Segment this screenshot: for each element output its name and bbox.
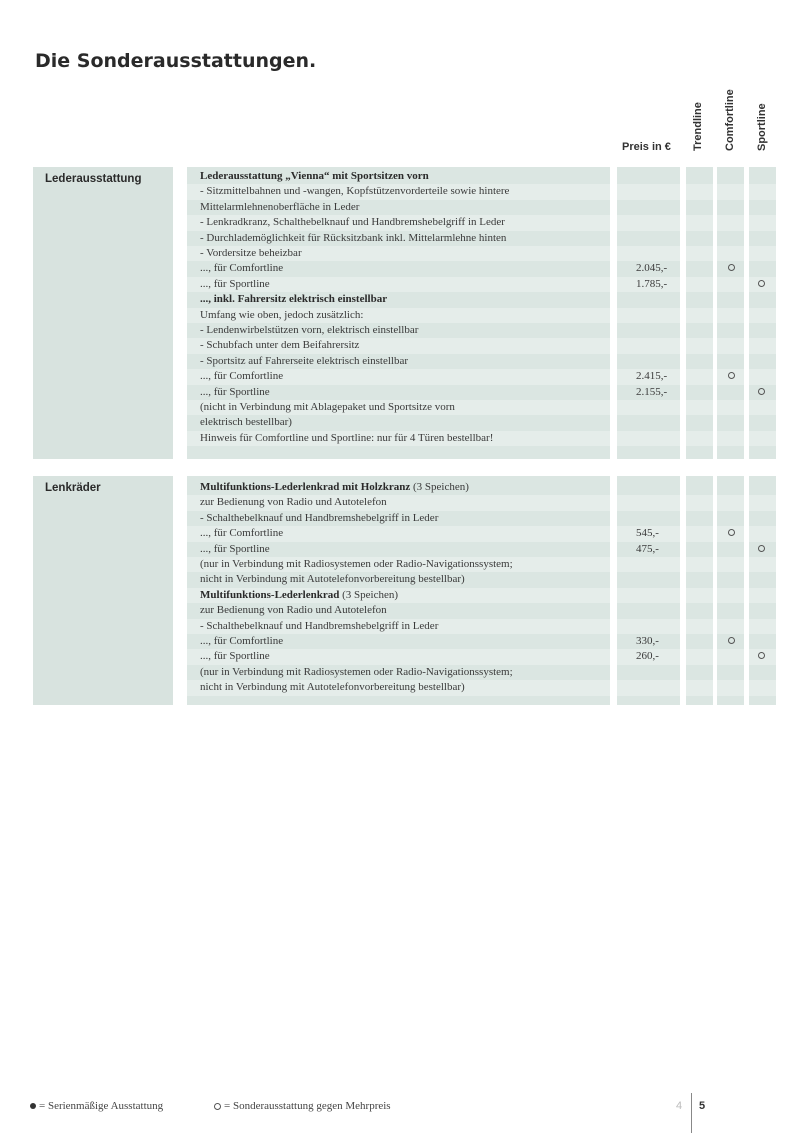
row-description: [200, 527, 283, 540]
table-row: [187, 557, 776, 572]
row-description: [200, 201, 359, 214]
row-text: - Vordersitze beheizbar: [200, 247, 302, 259]
table-row: [187, 385, 776, 400]
row-text: - Lenkradkranz, Schalthebelknauf und Handbremshebelgriff in Leder: [200, 216, 505, 229]
row-heading: Multifunktions-Lederlenkrad mit Holzkranz: [200, 481, 411, 493]
table-row: [187, 354, 776, 369]
row-text: - Durchlademöglichkeit für Rücksitzbank inkl. Mittelarmlehne hinten: [200, 231, 507, 244]
table-row: [187, 400, 776, 415]
page-number: 5: [699, 1100, 706, 1112]
row-description: [200, 481, 469, 494]
row-text: - Sportsitz auf Fahrerseite elektrisch einstellbar: [200, 354, 409, 367]
row-description: [200, 170, 429, 183]
table-row: [187, 649, 776, 664]
row-text: - Schubfach unter dem Beifahrersitz: [200, 339, 360, 352]
open-circle-icon: [728, 372, 735, 379]
row-description: [200, 635, 283, 648]
table-row: [187, 542, 776, 557]
row-description: [200, 589, 398, 602]
page-title: Die Sonderausstattungen.: [35, 50, 317, 72]
category-box: [33, 476, 173, 705]
table-row: [187, 215, 776, 230]
table-row: [187, 308, 776, 323]
column-header-comfortline: [725, 81, 739, 151]
table-row: [187, 680, 776, 695]
table-row: [187, 169, 776, 184]
page-divider: [691, 1093, 692, 1133]
row-description: [200, 401, 455, 414]
table-row: [187, 480, 776, 495]
row-price: 330,-: [636, 635, 659, 647]
table-row: [187, 634, 776, 649]
row-price: 1.785,-: [636, 277, 668, 290]
row-text: ..., für Comfortline: [200, 262, 284, 275]
row-price: 260,-: [636, 650, 659, 663]
row-description: [200, 232, 506, 245]
row-text: Hinweis für Comfortline und Sportline: nur für 4 Türen bestellbar!: [200, 431, 494, 444]
row-description: [200, 386, 270, 399]
legend-option: [214, 1100, 391, 1112]
filled-circle-icon: [30, 1103, 36, 1109]
row-text: Mittelarmlehnenoberfläche in Leder: [200, 200, 360, 213]
table-row: [187, 572, 776, 587]
open-circle-icon: [758, 545, 765, 552]
row-price: 2.045,-: [636, 262, 668, 275]
row-description: [200, 650, 270, 663]
table-row: [187, 603, 776, 618]
table-row: [187, 338, 776, 353]
legend-standard-label: = Serienmäßige Ausstattung: [39, 1100, 164, 1112]
column-header-price: Preis in €: [622, 141, 671, 153]
row-description: [200, 370, 283, 383]
row-text: ..., für Comfortline: [200, 370, 284, 383]
row-text: - Schalthebelknauf und Handbremshebelgriff in Leder: [200, 511, 439, 524]
table-row: [187, 184, 776, 199]
row-text: ..., für Comfortline: [200, 635, 284, 647]
section-lederausstattung: [0, 167, 800, 459]
column-header-sportline: [757, 81, 771, 151]
row-description: [200, 339, 359, 352]
section-lenkraeder: [0, 476, 800, 705]
row-text: - Lendenwirbelstützen vorn, elektrisch einstellbar: [200, 324, 419, 336]
row-text: Umfang wie oben, jedoch zusätzlich:: [200, 308, 364, 321]
table-row: [187, 231, 776, 246]
row-description: [200, 681, 465, 694]
open-circle-icon: [728, 529, 735, 536]
column-header-comfortline-label: Comfortline: [724, 89, 736, 151]
open-circle-icon: [728, 637, 735, 644]
legend-standard: [30, 1100, 163, 1112]
table-row: [187, 511, 776, 526]
row-description: [200, 247, 302, 260]
row-description: [200, 216, 505, 229]
row-price: 2.415,-: [636, 370, 668, 383]
table-row: [187, 292, 776, 307]
column-header-sportline-label: Sportline: [756, 103, 768, 151]
open-circle-icon: [758, 652, 765, 659]
row-heading: Multifunktions-Lederlenkrad: [200, 588, 340, 601]
row-text: (3 Speichen): [339, 588, 399, 601]
row-description: [200, 543, 270, 556]
row-price: 2.155,-: [636, 385, 668, 398]
row-text: nicht in Verbindung mit Autotelefonvorbereitung bestellbar): [200, 573, 465, 586]
row-price: 545,-: [636, 527, 659, 540]
column-header-trendline: [693, 81, 707, 151]
table-row: [187, 246, 776, 261]
table-row: [187, 277, 776, 292]
open-circle-icon: [758, 388, 765, 395]
row-description: [200, 496, 387, 509]
row-text: (nur in Verbindung mit Radiosystemen oder Radio-Navigationssystem;: [200, 558, 513, 570]
row-heading: ..., inkl. Fahrersitz elektrisch einstellbar: [200, 293, 388, 306]
table-row: [187, 619, 776, 634]
table-row: [187, 261, 776, 276]
table-row: [187, 665, 776, 680]
table-row: [187, 415, 776, 430]
column-header-trendline-label: Trendline: [692, 102, 704, 151]
row-description: [200, 355, 408, 368]
row-heading: Lederausstattung „Vienna“ mit Sportsitzen vorn: [200, 170, 429, 182]
table-row: [187, 495, 776, 510]
page-number-previous: 4: [676, 1100, 683, 1112]
table-row: [187, 588, 776, 603]
category-box: [33, 167, 173, 459]
row-text: - Sitzmittelbahnen und -wangen, Kopfstützenvorderteile sowie hintere: [200, 185, 510, 198]
category-label: Lenkräder: [45, 482, 101, 494]
row-description: [200, 324, 418, 337]
open-circle-icon: [758, 280, 765, 287]
row-description: [200, 604, 387, 617]
row-text: ..., für Sportline: [200, 542, 270, 555]
open-circle-icon: [214, 1103, 221, 1110]
row-description: [200, 185, 509, 198]
table-row: [187, 431, 776, 446]
row-text: ..., für Sportline: [200, 650, 270, 663]
row-description: [200, 293, 387, 306]
row-text: elektrisch bestellbar): [200, 416, 292, 429]
row-text: - Schalthebelknauf und Handbremshebelgriff in Leder: [200, 619, 439, 632]
row-text: (3 Speichen): [410, 481, 469, 493]
row-text: ..., für Comfortline: [200, 527, 284, 540]
row-text: zur Bedienung von Radio und Autotelefon: [200, 604, 387, 617]
row-text: ..., für Sportline: [200, 277, 270, 290]
row-text: nicht in Verbindung mit Autotelefonvorbereitung bestellbar): [200, 681, 465, 694]
table-row: [187, 323, 776, 338]
row-description: [200, 512, 438, 525]
table-row: [187, 369, 776, 384]
row-text: ..., für Sportline: [200, 385, 270, 398]
row-description: [200, 666, 513, 679]
row-text: zur Bedienung von Radio und Autotelefon: [200, 496, 387, 509]
category-label: Lederausstattung: [45, 173, 142, 185]
row-price: 475,-: [636, 542, 659, 555]
row-description: [200, 278, 270, 291]
row-text: (nicht in Verbindung mit Ablagepaket und Sportsitze vorn: [200, 401, 455, 413]
row-description: [200, 558, 513, 571]
row-description: [200, 432, 493, 445]
open-circle-icon: [728, 264, 735, 271]
row-description: [200, 309, 363, 322]
row-description: [200, 620, 438, 633]
row-description: [200, 262, 283, 275]
row-description: [200, 416, 292, 429]
table-row: [187, 200, 776, 215]
row-text: (nur in Verbindung mit Radiosystemen oder Radio-Navigationssystem;: [200, 665, 513, 678]
legend-option-label: = Sonderausstattung gegen Mehrpreis: [224, 1100, 391, 1112]
table-row: [187, 526, 776, 541]
row-description: [200, 573, 465, 586]
